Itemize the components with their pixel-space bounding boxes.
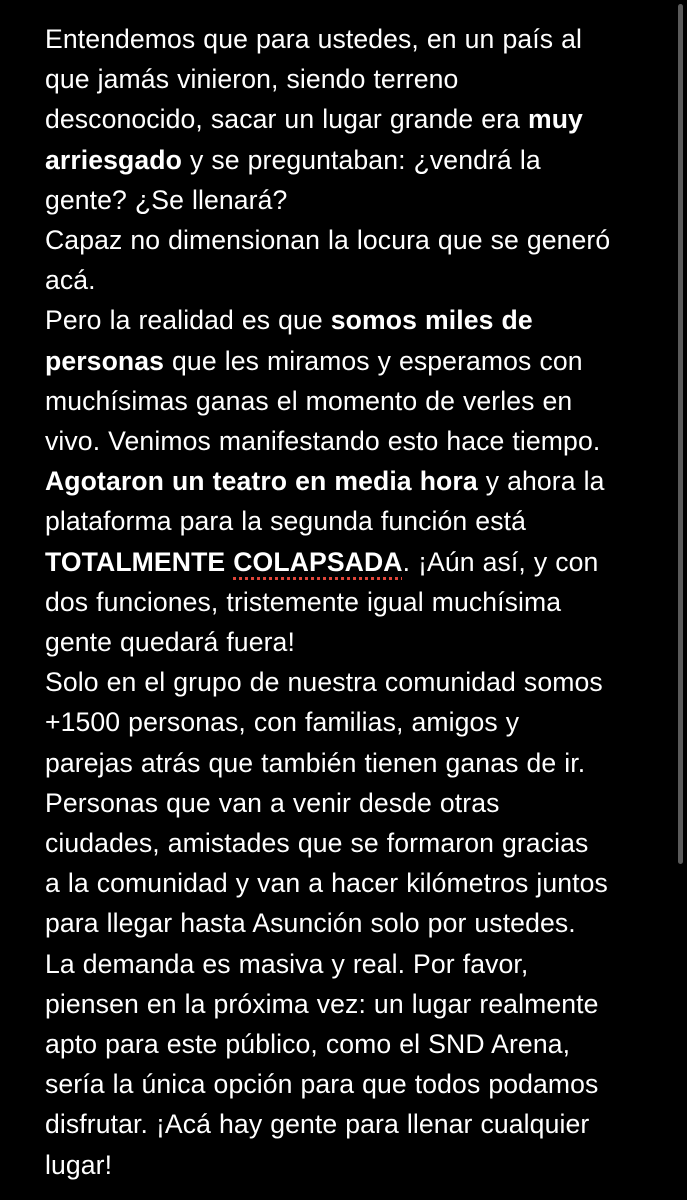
- text-run: que jamás vinieron, siendo terreno: [45, 64, 459, 95]
- text-line: [45, 662, 655, 702]
- text-run: a la comunidad y van a hacer kilómetros juntos: [45, 868, 608, 899]
- text-line: [45, 1104, 655, 1144]
- text-line: [45, 501, 655, 541]
- text-run: +1500 personas, con familias, amigos y: [45, 707, 520, 738]
- bold-text: arriesgado: [45, 144, 182, 175]
- text-run: sería la única opción para que todos podamos: [45, 1069, 599, 1100]
- text-line: [45, 180, 655, 220]
- text-line: [45, 461, 655, 501]
- text-run: gente quedará fuera!: [45, 627, 295, 658]
- text-run: vivo. Venimos manifestando esto hace tiempo.: [45, 426, 601, 457]
- text-line: [45, 1064, 655, 1104]
- text-line: [45, 381, 655, 421]
- text-run: Entendemos que para ustedes, en un país al: [45, 24, 582, 54]
- text-run: desconocido, sacar un lugar grande era: [45, 104, 528, 135]
- text-run: La demanda es masiva y real. Por favor,: [45, 948, 529, 979]
- text-run: Personas que van a venir desde otras: [45, 787, 500, 818]
- note-text[interactable]: [45, 19, 655, 1185]
- text-run: ciudades, amistades que se formaron gracias: [45, 828, 589, 859]
- text-line: [45, 582, 655, 622]
- text-line: [45, 702, 655, 742]
- text-run: y se preguntaban: ¿vendrá la: [181, 144, 541, 175]
- text-line: [45, 903, 655, 943]
- text-line: [45, 542, 655, 582]
- text-line: [45, 783, 655, 823]
- text-line: [45, 99, 655, 139]
- text-run: piensen en la próxima vez: un lugar realmente: [45, 988, 599, 1019]
- text-run: y ahora la: [477, 466, 605, 497]
- text-line: [45, 341, 655, 381]
- text-run: Capaz no dimensionan la locura que se generó: [45, 225, 611, 256]
- text-run: muchísimas ganas el momento de verles en: [45, 385, 573, 416]
- text-run: lugar!: [45, 1149, 113, 1180]
- scrollbar-thumb[interactable]: [678, 4, 683, 864]
- text-run: disfrutar. ¡Acá hay gente para llenar cualquier: [45, 1109, 590, 1140]
- text-run: parejas atrás que también tienen ganas de ir.: [45, 747, 586, 778]
- text-run: plataforma para la segunda función está: [45, 506, 526, 537]
- text-line: [45, 300, 655, 340]
- text-run: para llegar hasta Asunción solo por ustedes.: [45, 908, 576, 939]
- text-line: [45, 140, 655, 180]
- bold-text: Agotaron un teatro en media hora: [45, 466, 478, 497]
- bold-text: somos miles de: [330, 305, 533, 336]
- text-line: [45, 743, 655, 783]
- text-run: . ¡Aún así, y con: [402, 546, 599, 577]
- bold-text: muy: [527, 104, 583, 135]
- text-line: [45, 944, 655, 984]
- text-line: [45, 863, 655, 903]
- text-run: acá.: [45, 265, 96, 296]
- text-line: [45, 220, 655, 260]
- text-line: [45, 59, 655, 99]
- text-run: que les miramos y esperamos con: [164, 345, 583, 376]
- bold-text: TOTALMENTE: [45, 546, 234, 577]
- text-run: apto para este público, como el SND Arena,: [45, 1029, 571, 1060]
- bold-text: personas: [45, 345, 165, 376]
- text-run: gente? ¿Se llenará?: [45, 184, 288, 215]
- text-line: [45, 1145, 655, 1185]
- misspelled-word: COLAPSADA: [233, 546, 403, 577]
- text-line: [45, 984, 655, 1024]
- text-line: [45, 19, 655, 59]
- text-line: [45, 1024, 655, 1064]
- text-run: Pero la realidad es que: [45, 305, 331, 336]
- text-run: dos funciones, tristemente igual muchísima: [45, 586, 562, 617]
- text-line: [45, 260, 655, 300]
- text-line: [45, 622, 655, 662]
- text-line: [45, 823, 655, 863]
- text-run: Solo en el grupo de nuestra comunidad somos: [45, 667, 603, 698]
- text-line: [45, 421, 655, 461]
